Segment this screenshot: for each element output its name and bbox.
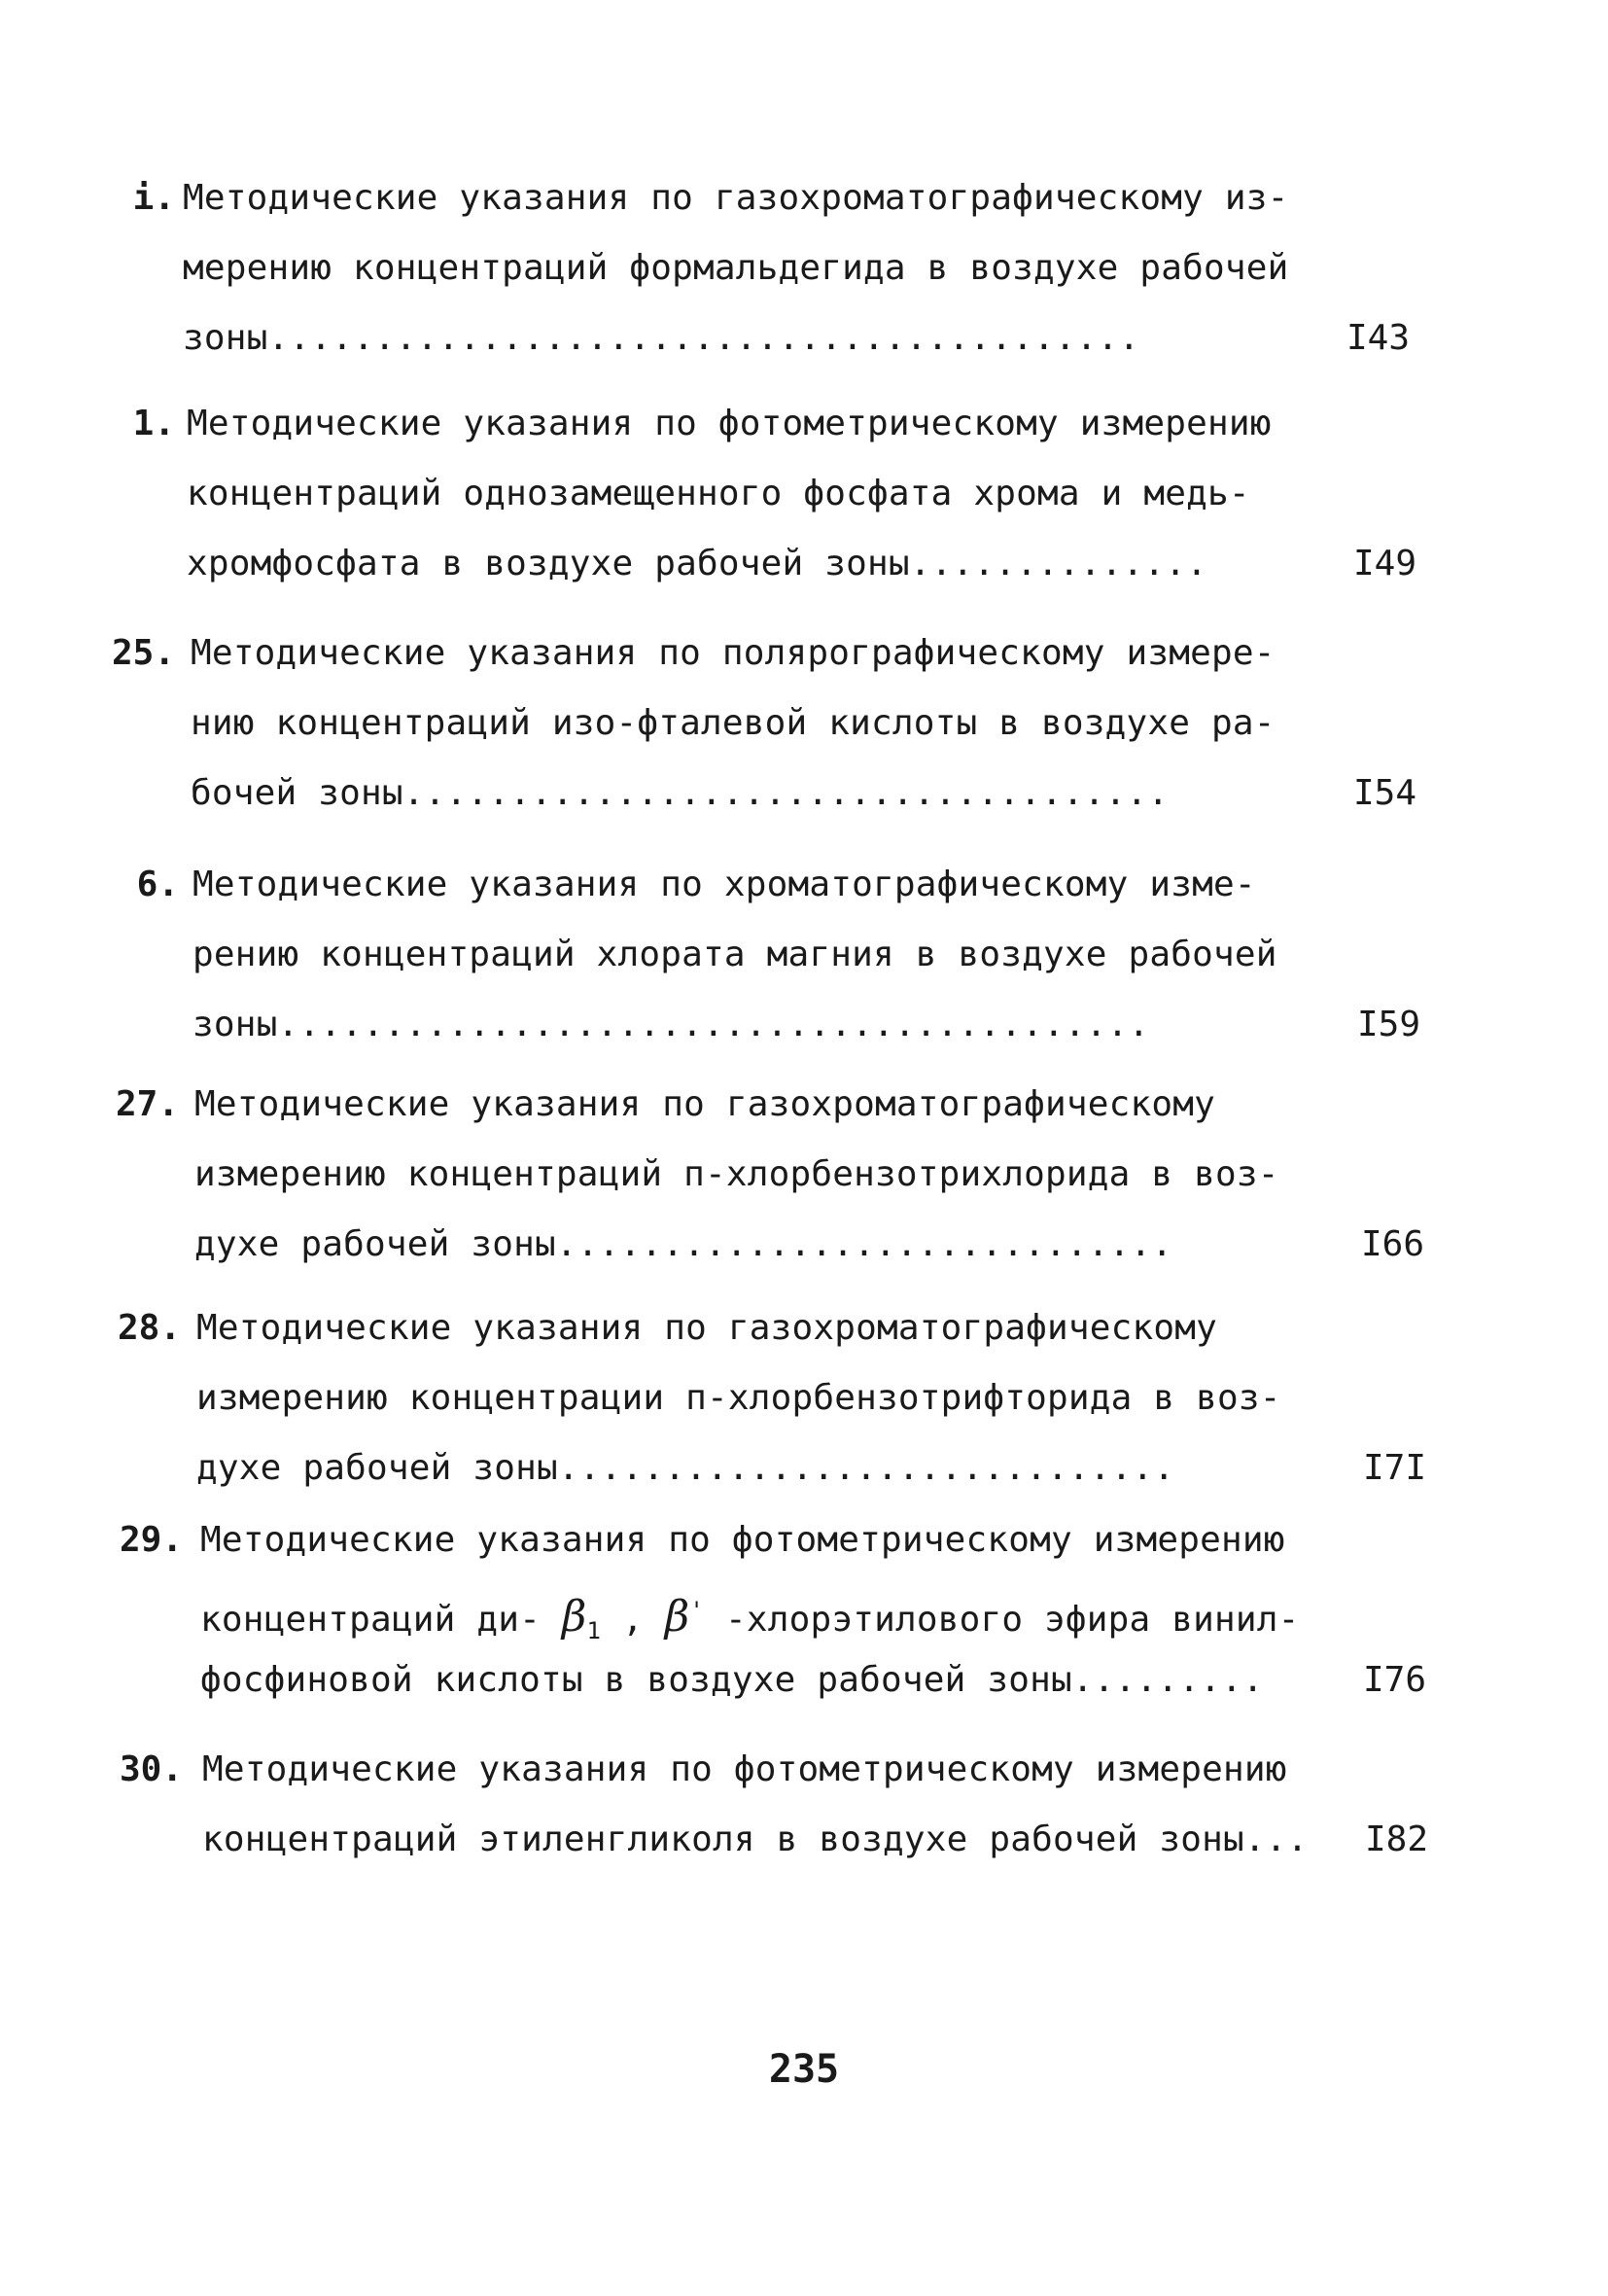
entry-number: 1. bbox=[132, 404, 175, 443]
entry-line: Методические указания по газохроматографическому bbox=[194, 1084, 1215, 1124]
entry-line: измерению концентраций п-хлорбензотрихлорида в воз- bbox=[194, 1154, 1279, 1194]
entry-line: Методические указания по газохроматографическому bbox=[196, 1308, 1217, 1348]
beta-symbol: β bbox=[664, 1592, 690, 1642]
separator: , bbox=[622, 1600, 644, 1640]
entry-line: духе рабочей зоны............................. bbox=[196, 1448, 1175, 1488]
entry-page-number: I82 bbox=[1365, 1819, 1429, 1859]
entry-line: концентраций однозамещенного фосфата хрома и медь- bbox=[187, 474, 1250, 513]
entry-page-number: I54 bbox=[1353, 773, 1417, 813]
entry-line-text: -хлорэтилового эфира винил- bbox=[724, 1600, 1300, 1640]
entry-line-text: концентраций ди- bbox=[200, 1600, 541, 1640]
entry-page-number: I66 bbox=[1361, 1224, 1425, 1264]
entry-line: зоны......................................... bbox=[183, 318, 1140, 358]
entry-number: 27. bbox=[115, 1084, 179, 1124]
superscript: ' bbox=[689, 1597, 705, 1624]
entry-line: хромфосфата в воздухе рабочей зоны.............. bbox=[187, 544, 1207, 583]
subscript: 1 bbox=[586, 1617, 602, 1645]
entry-number: і. bbox=[132, 178, 175, 218]
entry-line: фосфиновой кислоты в воздухе рабочей зоны......... bbox=[200, 1660, 1264, 1700]
page-number: 235 bbox=[768, 2047, 840, 2092]
entry-page-number: I59 bbox=[1357, 1005, 1421, 1044]
entry-number: 30. bbox=[119, 1749, 183, 1789]
entry-line: Методические указания по полярографическому измере- bbox=[191, 633, 1276, 673]
beta-symbol: β bbox=[561, 1592, 587, 1642]
entry-page-number: I7I bbox=[1363, 1448, 1427, 1488]
entry-line: Методические указания по газохроматографическому из- bbox=[183, 178, 1289, 218]
entry-number: 6. bbox=[136, 865, 179, 904]
entry-line: Методические указания по фотометрическому измерению bbox=[202, 1749, 1287, 1789]
entry-page-number: I43 bbox=[1346, 318, 1411, 358]
entry-line: мерению концентраций формальдегида в воздухе рабочей bbox=[183, 248, 1289, 288]
entry-line: Методические указания по фотометрическому измерению bbox=[187, 404, 1272, 443]
entry-line: измерению концентрации п-хлорбензотрифторида в воз- bbox=[196, 1378, 1281, 1418]
entry-line: Методические указания по фотометрическому измерению bbox=[200, 1520, 1285, 1560]
entry-page-number: I76 bbox=[1363, 1660, 1427, 1700]
entry-number: 28. bbox=[117, 1308, 181, 1348]
entry-line: зоны......................................... bbox=[192, 1005, 1150, 1044]
entry-number: 29. bbox=[119, 1520, 183, 1560]
entry-line: нию концентраций изо-фталевой кислоты в воздухе ра- bbox=[191, 703, 1276, 743]
entry-number: 25. bbox=[111, 633, 175, 673]
entry-line: концентраций этиленгликоля в воздухе рабочей зоны... bbox=[202, 1819, 1309, 1859]
entry-line: Методические указания по хроматографическому изме- bbox=[192, 865, 1256, 904]
entry-line: бочей зоны.................................... bbox=[191, 773, 1170, 813]
entry-page-number: I49 bbox=[1353, 544, 1417, 583]
entry-line: духе рабочей зоны............................. bbox=[194, 1224, 1173, 1264]
entry-line: рению концентраций хлората магния в воздухе рабочей bbox=[192, 935, 1277, 974]
